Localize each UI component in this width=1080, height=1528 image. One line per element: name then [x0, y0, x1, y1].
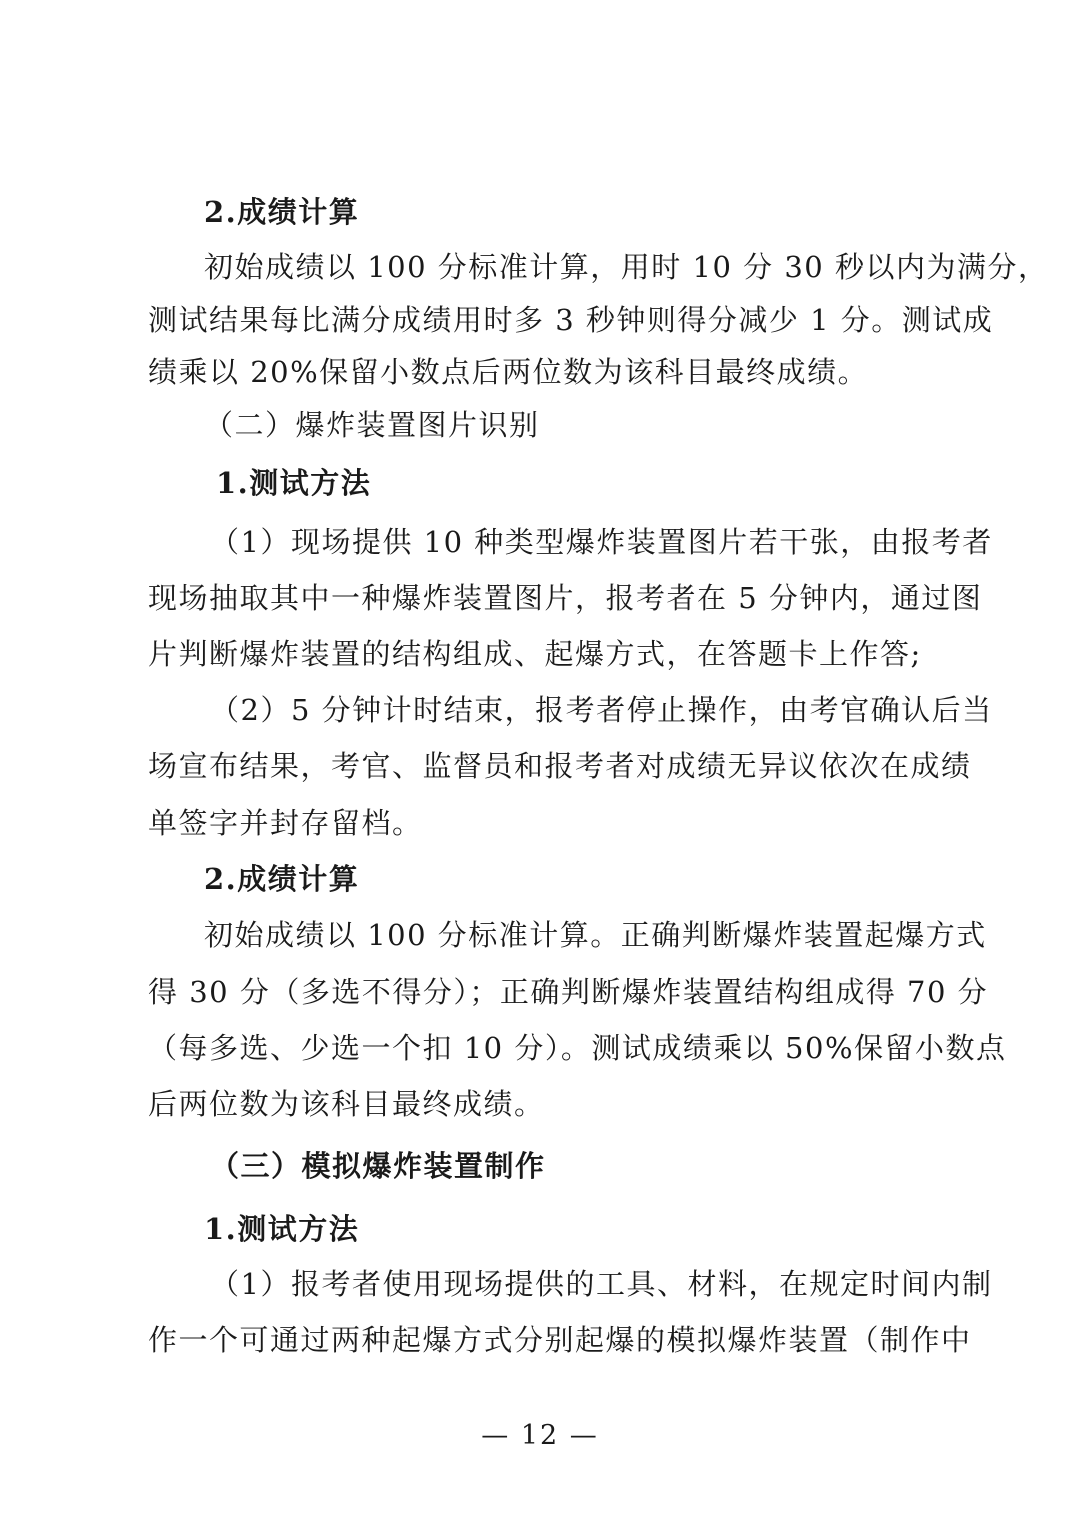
paragraph-line: 现场抽取其中一种爆炸装置图片，报考者在 5 分钟内，通过图	[148, 581, 983, 615]
paragraph-line: 片判断爆炸装置的结构组成、起爆方式，在答题卡上作答;	[148, 637, 922, 671]
paragraph-line: 单签字并封存留档。	[148, 806, 423, 840]
subsection-heading-test-method: 1.测试方法	[204, 1212, 360, 1246]
paragraph-line: 初始成绩以 100 分标准计算。正确判断爆炸装置起爆方式	[204, 918, 987, 952]
paragraph-line: 测试结果每比满分成绩用时多 3 秒钟则得分减少 1 分。测试成	[148, 303, 994, 337]
paragraph-line: （每多选、少选一个扣 10 分）。测试成绩乘以 50%保留小数点	[148, 1031, 1007, 1065]
paragraph-line: 作一个可通过两种起爆方式分别起爆的模拟爆炸装置（制作中	[148, 1323, 972, 1357]
paragraph-line: （1）现场提供 10 种类型爆炸装置图片若干张，由报考者	[210, 525, 993, 559]
paragraph-line: 绩乘以 20%保留小数点后两位数为该科目最终成绩。	[148, 355, 869, 389]
page-number: — 12 —	[481, 1420, 599, 1451]
subsection-heading-test-method: 1.测试方法	[216, 466, 372, 500]
paragraph-line: 得 30 分（多选不得分）；正确判断爆炸装置结构组成得 70 分	[148, 975, 989, 1009]
paragraph-line: （1）报考者使用现场提供的工具、材料，在规定时间内制	[210, 1267, 993, 1301]
section-heading-score-calculation: 2.成绩计算	[204, 862, 360, 896]
paragraph-line: 初始成绩以 100 分标准计算，用时 10 分 30 秒以内为满分，	[204, 250, 1049, 284]
paragraph-line: （2）5 分钟计时结束，报考者停止操作，由考官确认后当	[210, 693, 993, 727]
section-heading-simulated-bomb-making: （三）模拟爆炸装置制作	[210, 1149, 546, 1183]
section-heading-bomb-image-identification: （二）爆炸装置图片识别	[204, 408, 540, 442]
paragraph-line: 场宣布结果，考官、监督员和报考者对成绩无异议依次在成绩	[148, 749, 972, 783]
paragraph-line: 后两位数为该科目最终成绩。	[148, 1087, 545, 1121]
section-heading-score-calculation: 2.成绩计算	[204, 195, 360, 229]
